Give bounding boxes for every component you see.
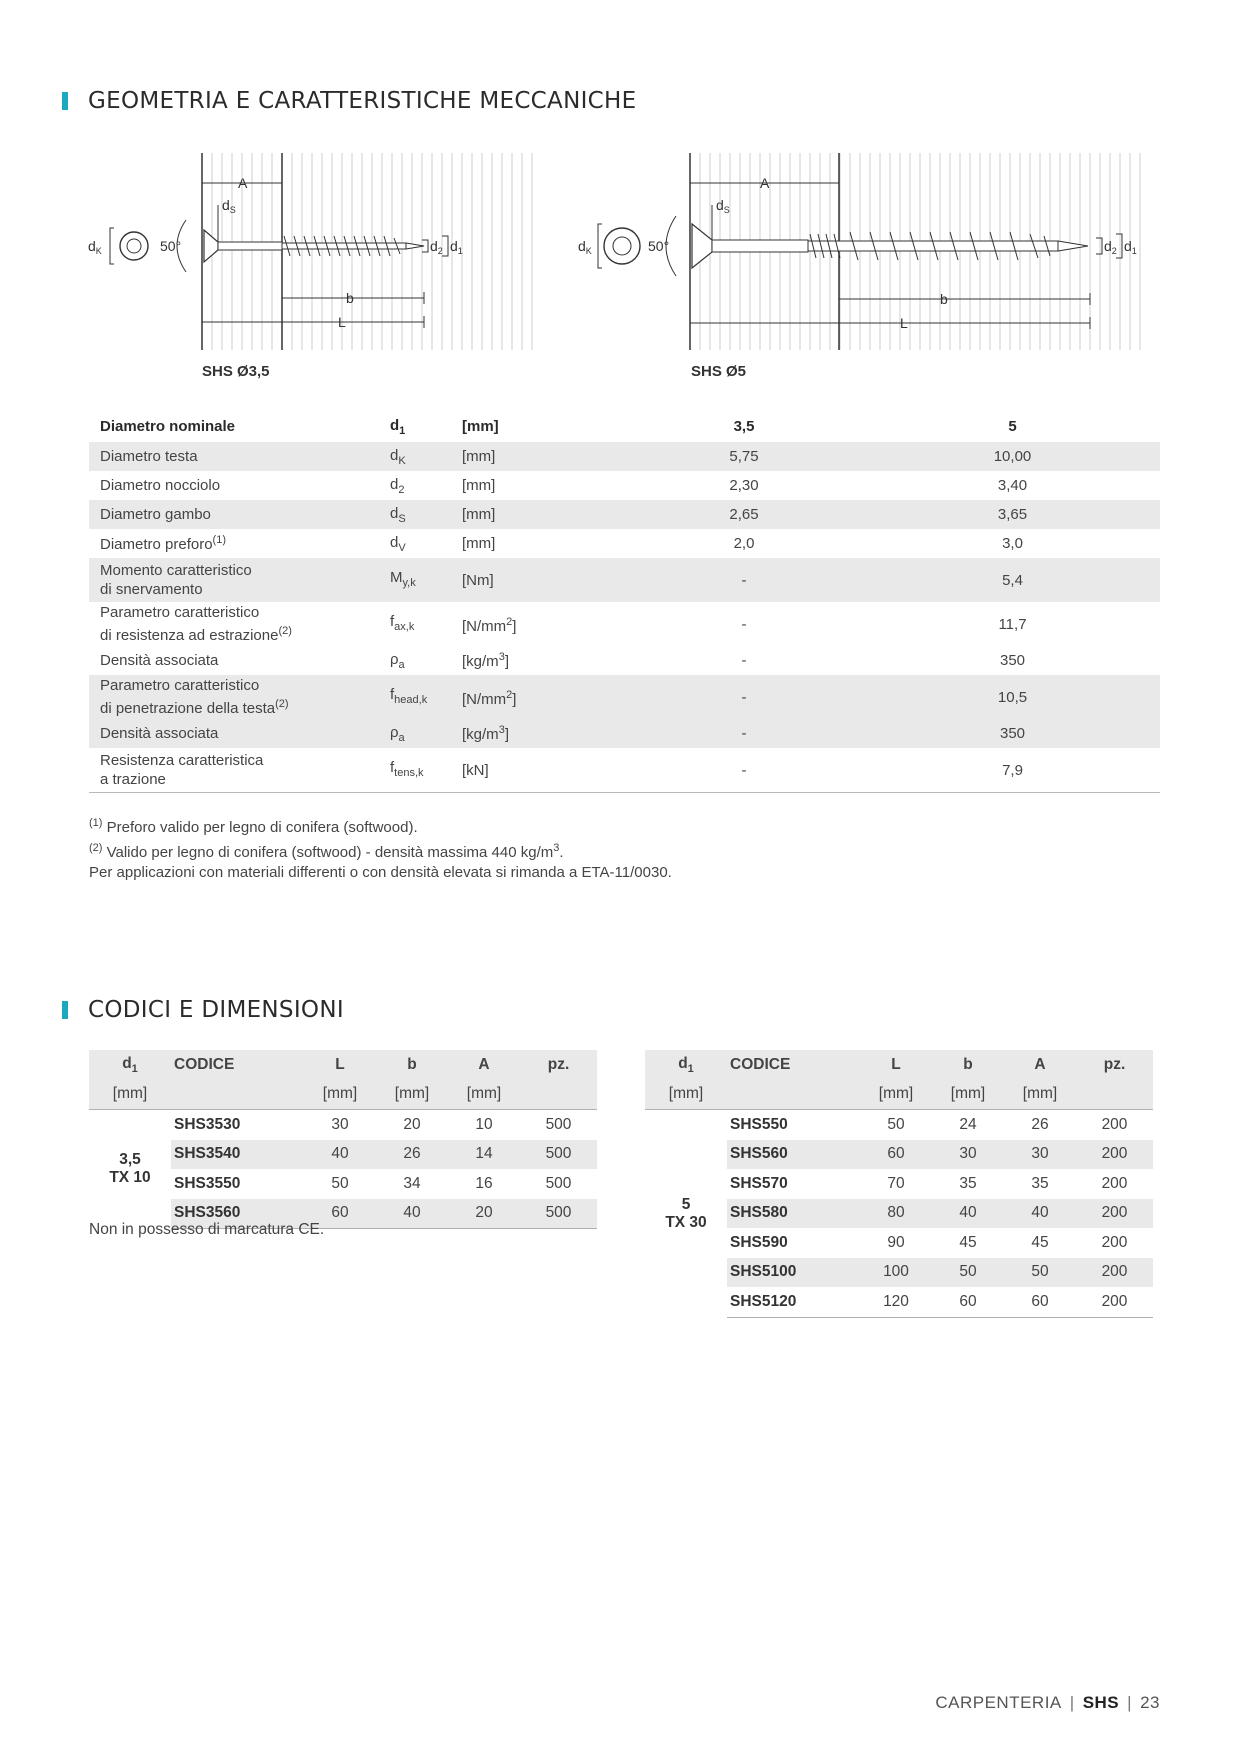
header-b: b bbox=[376, 1050, 448, 1080]
codes-table-right bbox=[645, 1050, 1153, 1318]
spec-row bbox=[89, 558, 1160, 602]
spec-value-1: 2,65 bbox=[623, 500, 865, 529]
spec-symbol: $d_S$ bbox=[379, 500, 451, 529]
codes-header-row bbox=[645, 1050, 1153, 1080]
spec-header-row bbox=[89, 411, 1160, 442]
screw-drawing bbox=[578, 150, 1158, 360]
d2-label: $d_2$ bbox=[1104, 238, 1117, 256]
unit-mm: [mm] bbox=[376, 1080, 448, 1110]
pz-cell: 500 bbox=[520, 1199, 597, 1229]
b-cell: 24 bbox=[959, 1115, 977, 1133]
footer-divider: | bbox=[1069, 1693, 1075, 1712]
spec-name: Diametro testa bbox=[89, 442, 379, 471]
L-cell: 60 bbox=[304, 1199, 376, 1229]
spec-unit: $[N/mm^2]$ bbox=[451, 675, 623, 719]
d2-label: $d_2$ bbox=[430, 238, 443, 256]
pz-cell: 500 bbox=[520, 1140, 597, 1170]
section-accent-bar bbox=[62, 92, 68, 110]
spec-value-1: 5,75 bbox=[623, 442, 865, 471]
spec-value-2: 5,4 bbox=[865, 558, 1160, 602]
L-cell: 50 bbox=[331, 1174, 349, 1192]
spec-value-1: - bbox=[623, 558, 865, 602]
code-cell: SHS3560 bbox=[171, 1199, 304, 1229]
spec-unit: $[N/mm^2]$ bbox=[462, 615, 517, 635]
A-cell: 14 bbox=[448, 1140, 520, 1170]
spec-value-1: - bbox=[741, 652, 747, 669]
footer-product: SHS bbox=[1082, 1693, 1120, 1712]
code-cell: SHS3530 bbox=[174, 1115, 241, 1133]
spec-value-2: 350 bbox=[865, 719, 1160, 748]
spec-row bbox=[89, 675, 1160, 719]
footnote-1: $^{(1)}$ Preforo valido per legno di conifera (softwood). bbox=[89, 817, 418, 836]
spec-name: Densità associata bbox=[100, 652, 219, 669]
spec-value-2: 3,40 bbox=[997, 477, 1028, 494]
L-cell: 100 bbox=[860, 1258, 932, 1288]
code-cell: SHS3550 bbox=[174, 1174, 241, 1192]
spec-symbol: $f_{ax,k}$ bbox=[390, 612, 415, 633]
b-cell: 45 bbox=[959, 1233, 977, 1251]
L-cell: 70 bbox=[887, 1174, 905, 1192]
L-cell: 50 bbox=[887, 1115, 905, 1133]
spec-unit: $[kg/m^3]$ bbox=[462, 651, 509, 670]
A-cell: 20 bbox=[448, 1199, 520, 1229]
L-cell: 60 bbox=[860, 1140, 932, 1170]
spec-name: Momento caratteristico di snervamento bbox=[89, 558, 379, 602]
spec-value-1: 2,0 bbox=[733, 535, 755, 552]
A-cell: 60 bbox=[1004, 1287, 1076, 1317]
spec-name: Densità associata bbox=[89, 719, 379, 748]
A-cell: 45 bbox=[1031, 1233, 1049, 1251]
pz-cell: 200 bbox=[1076, 1140, 1153, 1170]
A-cell: 10 bbox=[475, 1115, 493, 1133]
code-cell: SHS5100 bbox=[727, 1258, 860, 1288]
header-b: b bbox=[932, 1050, 1004, 1080]
L-cell: 80 bbox=[860, 1199, 932, 1229]
spec-value-1: - bbox=[623, 748, 865, 793]
spec-row bbox=[89, 500, 1160, 529]
codes-units-row bbox=[645, 1080, 1153, 1110]
diagram-label-left: SHS Ø3,5 bbox=[202, 363, 270, 380]
A-cell: 30 bbox=[1004, 1140, 1076, 1170]
code-cell: SHS570 bbox=[730, 1174, 788, 1192]
code-cell: SHS580 bbox=[727, 1199, 860, 1229]
pz-cell: 200 bbox=[1076, 1258, 1153, 1288]
code-cell: SHS550 bbox=[730, 1115, 788, 1133]
spec-row bbox=[89, 719, 1160, 748]
page-footer bbox=[935, 1693, 1160, 1713]
section-heading: GEOMETRIA E CARATTERISTICHE MECCANICHE bbox=[88, 88, 637, 114]
header-code: CODICE bbox=[171, 1050, 304, 1080]
b-cell: 26 bbox=[376, 1140, 448, 1170]
header-A: A bbox=[448, 1050, 520, 1080]
spec-row bbox=[89, 748, 1160, 793]
pz-cell: 200 bbox=[1101, 1115, 1128, 1133]
spec-name: Diametro nocciolo bbox=[100, 477, 221, 494]
b-label: b bbox=[940, 291, 948, 307]
spec-value-2: 3,65 bbox=[865, 500, 1160, 529]
spec-value-2: 350 bbox=[999, 652, 1026, 669]
d1-label: $d_1$ bbox=[450, 238, 463, 256]
L-cell: 120 bbox=[860, 1287, 932, 1317]
code-cell: SHS3540 bbox=[171, 1140, 304, 1170]
b-cell: 50 bbox=[932, 1258, 1004, 1288]
section-title-codes bbox=[62, 997, 344, 1023]
b-label: b bbox=[346, 290, 354, 306]
A-cell: 26 bbox=[1031, 1115, 1049, 1133]
spec-symbol: $\rho_a$ bbox=[379, 719, 451, 748]
pz-cell: 200 bbox=[1101, 1233, 1128, 1251]
spec-header-value-1: 3,5 bbox=[733, 418, 755, 435]
spec-name: Parametro caratteristico di penetrazione della testa$^{(2)}$ bbox=[89, 675, 379, 719]
spec-value-2: 10,00 bbox=[865, 442, 1160, 471]
codes-header-row bbox=[89, 1050, 597, 1080]
angle-label: 50° bbox=[648, 238, 670, 254]
spec-value-2: 11,7 bbox=[998, 615, 1027, 633]
spec-value-2: 10,5 bbox=[865, 675, 1160, 719]
pz-cell: 200 bbox=[1076, 1199, 1153, 1229]
spec-header-unit: [mm] bbox=[462, 418, 499, 435]
spec-symbol: $\rho_a$ bbox=[390, 650, 405, 671]
spec-name: Diametro gambo bbox=[89, 500, 379, 529]
L-cell: 90 bbox=[887, 1233, 905, 1251]
A-cell: 16 bbox=[475, 1174, 493, 1192]
spec-name: Parametro caratteristico di resistenza ad estrazione$^{(2)}$ bbox=[100, 604, 292, 644]
L-cell: 30 bbox=[331, 1115, 349, 1133]
footnotes bbox=[89, 813, 672, 883]
dk-label: $d_K$ bbox=[578, 238, 592, 256]
footer-category: CARPENTERIA bbox=[935, 1693, 1062, 1712]
b-cell: 34 bbox=[403, 1174, 421, 1192]
pz-cell: 500 bbox=[545, 1174, 572, 1192]
unit-mm: [mm] bbox=[1004, 1080, 1076, 1110]
spec-unit: [kN] bbox=[451, 748, 623, 793]
A-cell: 40 bbox=[1004, 1199, 1076, 1229]
spec-symbol: $M_{y,k}$ bbox=[379, 558, 451, 602]
spec-symbol: $d_K$ bbox=[379, 442, 451, 471]
spec-unit: [mm] bbox=[462, 477, 496, 494]
code-cell: SHS560 bbox=[727, 1140, 860, 1170]
header-code: CODICE bbox=[727, 1050, 860, 1080]
d1-label: $d_1$ bbox=[1124, 238, 1137, 256]
spec-unit: [mm] bbox=[451, 500, 623, 529]
L-label: L bbox=[900, 315, 908, 331]
footer-divider: | bbox=[1127, 1693, 1133, 1712]
spec-row bbox=[89, 471, 1160, 500]
dk-label: $d_K$ bbox=[88, 238, 102, 256]
spec-name: Resistenza caratteristica a trazione bbox=[89, 748, 379, 793]
header-A: A bbox=[1004, 1050, 1076, 1080]
screw-drawing bbox=[88, 150, 548, 360]
spec-row bbox=[89, 529, 1160, 558]
L-cell: 40 bbox=[304, 1140, 376, 1170]
spec-row bbox=[89, 602, 1160, 646]
pz-cell: 500 bbox=[545, 1115, 572, 1133]
unit-mm: [mm] bbox=[448, 1080, 520, 1110]
A-cell: 50 bbox=[1004, 1258, 1076, 1288]
spec-value-2: 7,9 bbox=[865, 748, 1160, 793]
footnote-2: $^{(2)}$ Valido per legno di conifera (softwood) - densità massima 440 $kg/m^3$. bbox=[89, 842, 564, 861]
spec-symbol: $f_{tens,k}$ bbox=[379, 748, 451, 793]
angle-label: 50° bbox=[160, 238, 182, 254]
unit-mm: [mm] bbox=[304, 1080, 376, 1110]
header-d1: $d_1$ bbox=[89, 1050, 171, 1080]
screw-diagram-3-5 bbox=[88, 150, 548, 360]
spec-header-symbol: $d_1$ bbox=[390, 416, 406, 437]
unit-mm: [mm] bbox=[89, 1080, 171, 1110]
spec-table bbox=[89, 411, 1160, 793]
A-cell: 35 bbox=[1031, 1174, 1049, 1192]
spec-unit: $[kg/m^3]$ bbox=[451, 719, 623, 748]
b-cell: 40 bbox=[932, 1199, 1004, 1229]
header-pz: pz. bbox=[1076, 1050, 1153, 1080]
spec-value-1: - bbox=[623, 719, 865, 748]
b-cell: 35 bbox=[959, 1174, 977, 1192]
spec-value-1: 2,30 bbox=[729, 477, 759, 494]
d1-group: 3,5 TX 10 bbox=[89, 1110, 171, 1229]
b-cell: 40 bbox=[376, 1199, 448, 1229]
b-cell: 30 bbox=[932, 1140, 1004, 1170]
L-label: L bbox=[338, 314, 346, 330]
header-L: L bbox=[304, 1050, 376, 1080]
spec-unit: [mm] bbox=[451, 442, 623, 471]
spec-symbol: $d_2$ bbox=[390, 475, 405, 496]
table-row bbox=[645, 1110, 1153, 1140]
section-title-geometry bbox=[62, 88, 636, 114]
section-heading: CODICI E DIMENSIONI bbox=[88, 997, 344, 1023]
section-accent-bar bbox=[62, 1001, 68, 1019]
spec-name: Diametro preforo$^{(1)}$ bbox=[100, 534, 226, 553]
header-d1: $d_1$ bbox=[645, 1050, 727, 1080]
spec-value-2: 3,0 bbox=[1002, 535, 1023, 552]
A-label: A bbox=[760, 175, 770, 191]
header-pz: pz. bbox=[520, 1050, 597, 1080]
b-cell: 60 bbox=[932, 1287, 1004, 1317]
ds-label: $d_S$ bbox=[716, 197, 730, 215]
screw-diagram-5 bbox=[578, 150, 1158, 360]
spec-row bbox=[89, 442, 1160, 471]
unit-mm: [mm] bbox=[932, 1080, 1004, 1110]
spec-row bbox=[89, 646, 1160, 675]
codes-units-row bbox=[89, 1080, 597, 1110]
pz-cell: 200 bbox=[1101, 1174, 1128, 1192]
diagram-label-right: SHS Ø5 bbox=[691, 363, 747, 380]
ds-label: $d_S$ bbox=[222, 197, 236, 215]
pz-cell: 200 bbox=[1076, 1287, 1153, 1317]
footnote-3: Per applicazioni con materiali differenti o con densità elevata si rimanda a ETA-11/0030. bbox=[89, 864, 672, 881]
A-label: A bbox=[238, 175, 248, 191]
b-cell: 20 bbox=[403, 1115, 421, 1133]
code-cell: SHS590 bbox=[730, 1233, 788, 1251]
unit-mm: [mm] bbox=[645, 1080, 727, 1110]
d1-group: 5 TX 30 bbox=[645, 1110, 727, 1318]
codes-table-left bbox=[89, 1050, 597, 1229]
unit-mm: [mm] bbox=[860, 1080, 932, 1110]
spec-symbol: $d_V$ bbox=[390, 533, 406, 554]
code-cell: SHS5120 bbox=[727, 1287, 860, 1317]
ce-note: Non in possesso di marcatura CE. bbox=[89, 1221, 325, 1238]
spec-header-name: Diametro nominale bbox=[100, 418, 236, 435]
spec-symbol: $f_{head,k}$ bbox=[379, 675, 451, 719]
spec-value-1: - bbox=[623, 675, 865, 719]
table-row bbox=[89, 1110, 597, 1140]
spec-unit: [mm] bbox=[462, 535, 496, 552]
spec-header-value-2: 5 bbox=[1008, 418, 1017, 435]
page-number: 23 bbox=[1140, 1693, 1160, 1712]
header-L: L bbox=[860, 1050, 932, 1080]
spec-value-1: - bbox=[741, 615, 747, 633]
spec-unit: [Nm] bbox=[451, 558, 623, 602]
